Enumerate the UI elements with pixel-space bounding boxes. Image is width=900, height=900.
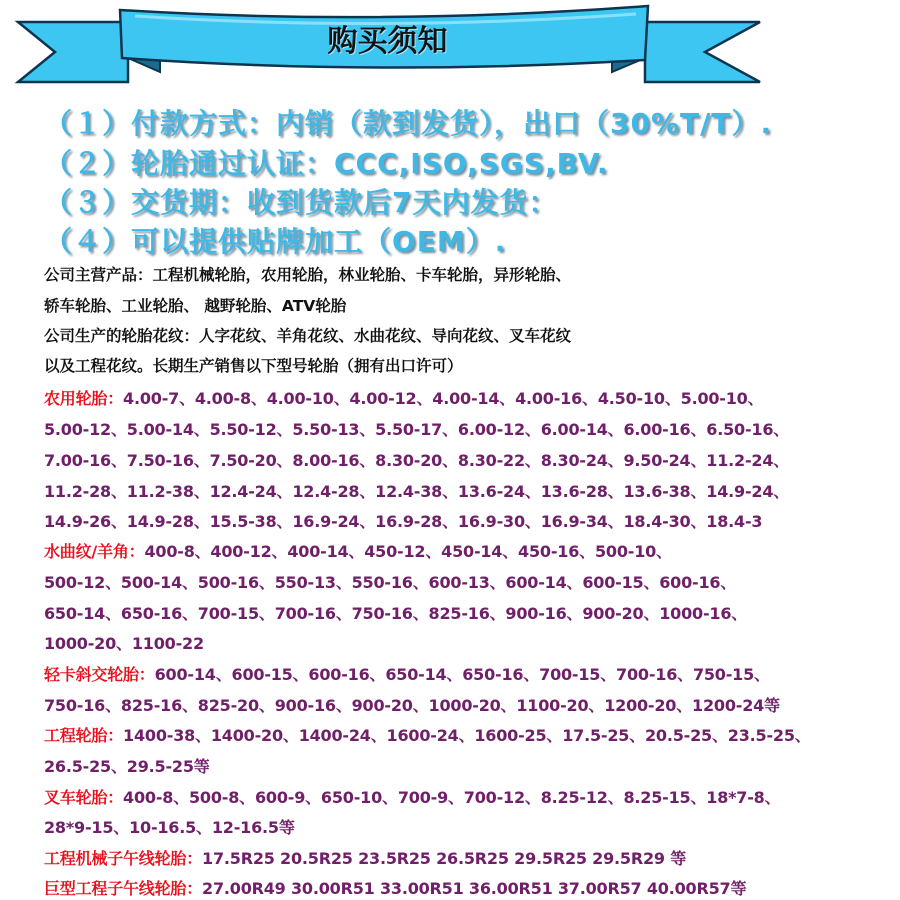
spec-sizes: 4.00-7、4.00-8、4.00-10、4.00-12、4.00-14、4.00-16、4.50-10、5.00-10、 xyxy=(123,389,764,408)
spec-sizes: 27.00R49 30.00R51 33.00R51 36.00R51 37.00R57 40.00R57等 xyxy=(202,879,747,898)
category-label: 工程轮胎： xyxy=(44,726,124,745)
spec-sizes: 17.5R25 20.5R25 23.5R25 26.5R25 29.5R25 29.5R29 等 xyxy=(202,849,687,868)
spec-sizes: 600-14、600-15、600-16、650-14、650-16、700-15、700-16、750-15、 xyxy=(154,665,770,684)
title-banner xyxy=(0,0,900,100)
spec-line: 5.00-12、5.00-14、5.50-12、5.50-13、5.50-17、6.00-12、6.00-14、6.00-16、6.50-16、 xyxy=(44,420,790,439)
spec-line: 500-12、500-14、500-16、550-13、550-16、600-13、600-14、600-15、600-16、 xyxy=(44,573,737,592)
spec-sizes: 400-8、500-8、600-9、650-10、700-9、700-12、8.25-12、8.25-15、18*7-8、 xyxy=(123,788,781,807)
spec-line xyxy=(44,386,763,409)
company-description-line: 轿车轮胎、工业轮胎、 越野轮胎、ATV轮胎 xyxy=(44,297,347,315)
spec-line xyxy=(44,846,686,869)
category-label: 巨型工程子午线轮胎： xyxy=(44,879,203,898)
category-label: 叉车轮胎： xyxy=(44,788,124,807)
spec-line xyxy=(44,662,770,685)
spec-sizes: 400-8、400-12、400-14、450-12、450-14、450-16、500-10、 xyxy=(144,542,672,561)
spec-line: 650-14、650-16、700-15、700-16、750-16、825-16、900-16、900-20、1000-16、 xyxy=(44,604,748,623)
spec-line: 750-16、825-16、825-20、900-16、900-20、1000-20、1100-20、1200-20、1200-24等 xyxy=(44,696,780,715)
category-label: 轻卡斜交轮胎： xyxy=(44,665,155,684)
category-label: 水曲纹/羊角： xyxy=(44,542,145,561)
spec-line xyxy=(44,785,780,808)
spec-line xyxy=(44,539,672,562)
spec-line: 7.00-16、7.50-16、7.50-20、8.00-16、8.30-20、8.30-22、8.30-24、9.50-24、11.2-24、 xyxy=(44,451,790,470)
spec-sizes: 1400-38、1400-20、1400-24、1600-24、1600-25、17.5-25、20.5-25、23.5-25、 xyxy=(123,726,811,745)
company-description-line: 公司生产的轮胎花纹：人字花纹、羊角花纹、水曲花纹、导向花纹、叉车花纹 xyxy=(44,327,572,345)
spec-line xyxy=(44,723,811,746)
category-label: 农用轮胎： xyxy=(44,389,124,408)
notice-oem: （４）可以提供贴牌加工（OEM）. xyxy=(44,225,507,258)
company-description-line: 以及工程花纹。长期生产销售以下型号轮胎（拥有出口许可） xyxy=(44,357,463,375)
notice-payment: （１）付款方式：内销（款到发货），出口（30%T/T）. xyxy=(44,107,773,140)
company-description-line: 公司主营产品：工程机械轮胎，农用轮胎，林业轮胎、卡车轮胎，异形轮胎、 xyxy=(44,266,572,284)
banner-title: 购买须知 xyxy=(327,24,448,59)
spec-line: 28*9-15、10-16.5、12-16.5等 xyxy=(44,818,295,837)
notice-certification: （２）轮胎通过认证：CCC,ISO,SGS,BV. xyxy=(44,147,609,180)
spec-line: 14.9-26、14.9-28、15.5-38、16.9-24、16.9-28、16.9-30、16.9-34、18.4-30、18.4-3 xyxy=(44,512,763,531)
spec-line: 11.2-28、11.2-38、12.4-24、12.4-28、12.4-38、13.6-24、13.6-28、13.6-38、14.9-24、 xyxy=(44,482,790,501)
spec-line: 26.5-25、29.5-25等 xyxy=(44,757,210,776)
notice-delivery: （３）交货期：收到货款后7天内发货： xyxy=(44,186,558,219)
spec-line: 1000-20、1100-22 xyxy=(44,634,204,653)
spec-line xyxy=(44,876,746,899)
category-label: 工程机械子午线轮胎： xyxy=(44,849,203,868)
